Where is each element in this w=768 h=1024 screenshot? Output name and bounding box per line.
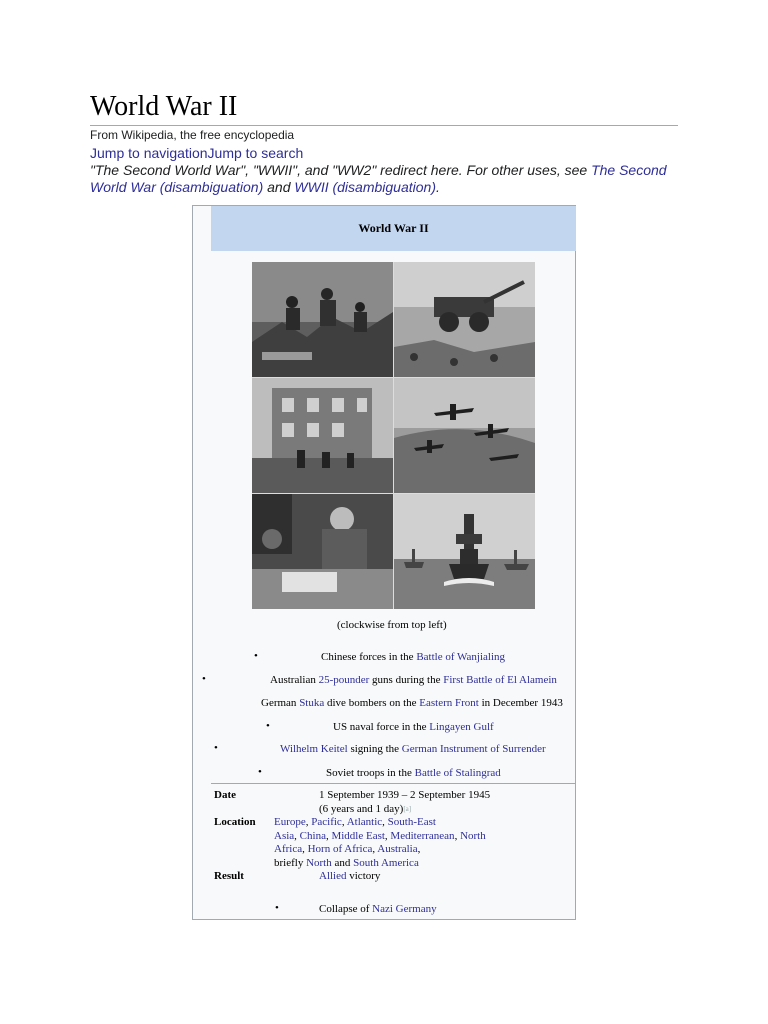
caption-stuka	[261, 697, 563, 709]
link-africa[interactable]: Africa	[274, 843, 303, 855]
date-range: 1 September 1939 – 2 September 1945	[319, 789, 491, 801]
bullet: •	[254, 650, 258, 662]
location-text: and	[331, 856, 354, 869]
location-text: briefly	[274, 856, 307, 869]
jump-to-navigation-link[interactable]: Jump to navigation	[90, 145, 208, 161]
date-value	[319, 789, 490, 816]
link-china[interactable]: China	[299, 829, 326, 842]
caption-text: Australian	[270, 674, 319, 686]
hatnote	[90, 162, 690, 196]
title-divider	[90, 125, 678, 126]
caption-text: signing the	[347, 743, 402, 755]
location-line-3: Africa, Horn of Africa, Australia,	[274, 843, 421, 855]
result-text: Collapse of	[319, 903, 373, 915]
bullet: •	[214, 742, 218, 754]
link-north-america[interactable]: North	[306, 856, 332, 869]
photo-keitel-signing[interactable]	[252, 494, 393, 609]
page-title: World War II	[90, 91, 238, 122]
caption-text: in December 1943	[478, 697, 563, 709]
photo-stuka-bombers[interactable]	[394, 378, 535, 493]
link-battle-of-stalingrad[interactable]: Battle of Stalingrad	[414, 767, 501, 779]
photo-australian-guns[interactable]	[394, 262, 535, 377]
location-line-2: Asia, China, Middle East, Mediterranean, North	[274, 829, 486, 842]
footnote-icon[interactable]: [a]	[403, 804, 412, 813]
result-label: Result	[214, 870, 244, 882]
date-duration	[319, 803, 490, 817]
date-label: Date	[214, 789, 236, 801]
jump-to-search-link[interactable]: Jump to search	[207, 145, 304, 161]
link-mediterranean[interactable]: Mediterranean	[390, 829, 455, 842]
link-asia[interactable]: Asia	[274, 829, 295, 842]
caption-intro: (clockwise from top left)	[337, 619, 447, 631]
caption-chinese-forces	[321, 651, 505, 663]
link-battle-of-wanjialing[interactable]: Battle of Wanjialing	[416, 651, 506, 663]
caption-naval-force	[333, 721, 494, 733]
link-europe[interactable]: Europe	[274, 816, 306, 828]
location-label: Location	[214, 816, 256, 828]
link-south-america[interactable]: South America	[353, 856, 419, 869]
caption-text: dive bombers on the	[324, 697, 420, 709]
link-pacific[interactable]: Pacific	[311, 816, 342, 828]
link-first-battle-el-alamein[interactable]: First Battle of El Alamein	[443, 674, 557, 686]
bullet: •	[275, 902, 279, 914]
result-text: victory	[346, 870, 381, 882]
link-nazi-germany[interactable]: Nazi Germany	[372, 903, 437, 915]
photo-naval-force[interactable]	[394, 494, 535, 609]
caption-text: Soviet troops in the	[326, 767, 415, 779]
caption-keitel	[280, 743, 546, 755]
bullet: •	[266, 720, 270, 732]
infobox-header: World War II	[211, 206, 576, 251]
bullet: •	[202, 673, 206, 685]
caption-text: US naval force in the	[333, 721, 430, 733]
hatnote-link-wwii[interactable]: WWII (disambiguation)	[294, 179, 436, 195]
link-horn-of-africa[interactable]: Horn of Africa	[307, 843, 373, 855]
result-collapse-nazi-germany	[319, 903, 437, 915]
link-wilhelm-keitel[interactable]: Wilhelm Keitel	[280, 743, 348, 755]
location-line-1: Europe, Pacific, Atlantic, South-East	[274, 816, 436, 828]
hatnote-suffix: .	[435, 179, 440, 195]
infobox	[192, 205, 576, 920]
link-north[interactable]: North	[460, 829, 486, 842]
photo-chinese-forces[interactable]	[252, 378, 393, 493]
photo-montage[interactable]	[252, 262, 535, 609]
jump-links	[90, 145, 303, 161]
hatnote-text: "The Second World War", "WWII", and "WW2" redirect here. For other uses, see	[90, 162, 592, 178]
caption-text: Chinese forces in the	[321, 651, 417, 663]
link-lingayen-gulf[interactable]: Lingayen Gulf	[429, 721, 494, 733]
link-eastern-front[interactable]: Eastern Front	[419, 697, 479, 709]
photo-soviet-troops[interactable]	[252, 262, 393, 377]
link-german-instrument-of-surrender[interactable]: German Instrument of Surrender	[401, 743, 546, 755]
tagline: From Wikipedia, the free encyclopedia	[90, 128, 295, 142]
bullet: •	[258, 766, 262, 778]
link-middle-east[interactable]: Middle East	[331, 829, 385, 842]
hatnote-link-second-world-war[interactable]: The Second World War (disambiguation)	[90, 162, 667, 195]
caption-text: German	[261, 697, 300, 709]
hatnote-and: and	[263, 179, 295, 195]
infobox-divider	[211, 783, 576, 784]
link-allied[interactable]: Allied	[319, 870, 347, 882]
location-value	[274, 816, 574, 870]
caption-australian-guns	[270, 674, 557, 686]
link-atlantic[interactable]: Atlantic	[346, 816, 383, 828]
link-south-east[interactable]: South-East	[387, 816, 436, 828]
caption-text: guns during the	[369, 674, 444, 686]
link-stuka[interactable]: Stuka	[299, 697, 325, 709]
link-australia[interactable]: Australia	[377, 843, 418, 855]
link-25-pounder[interactable]: 25-pounder	[318, 674, 370, 686]
duration-text: (6 years and 1 day)	[319, 802, 404, 815]
caption-soviet-troops	[326, 767, 501, 779]
location-line-4	[274, 857, 574, 871]
result-value	[319, 870, 380, 884]
